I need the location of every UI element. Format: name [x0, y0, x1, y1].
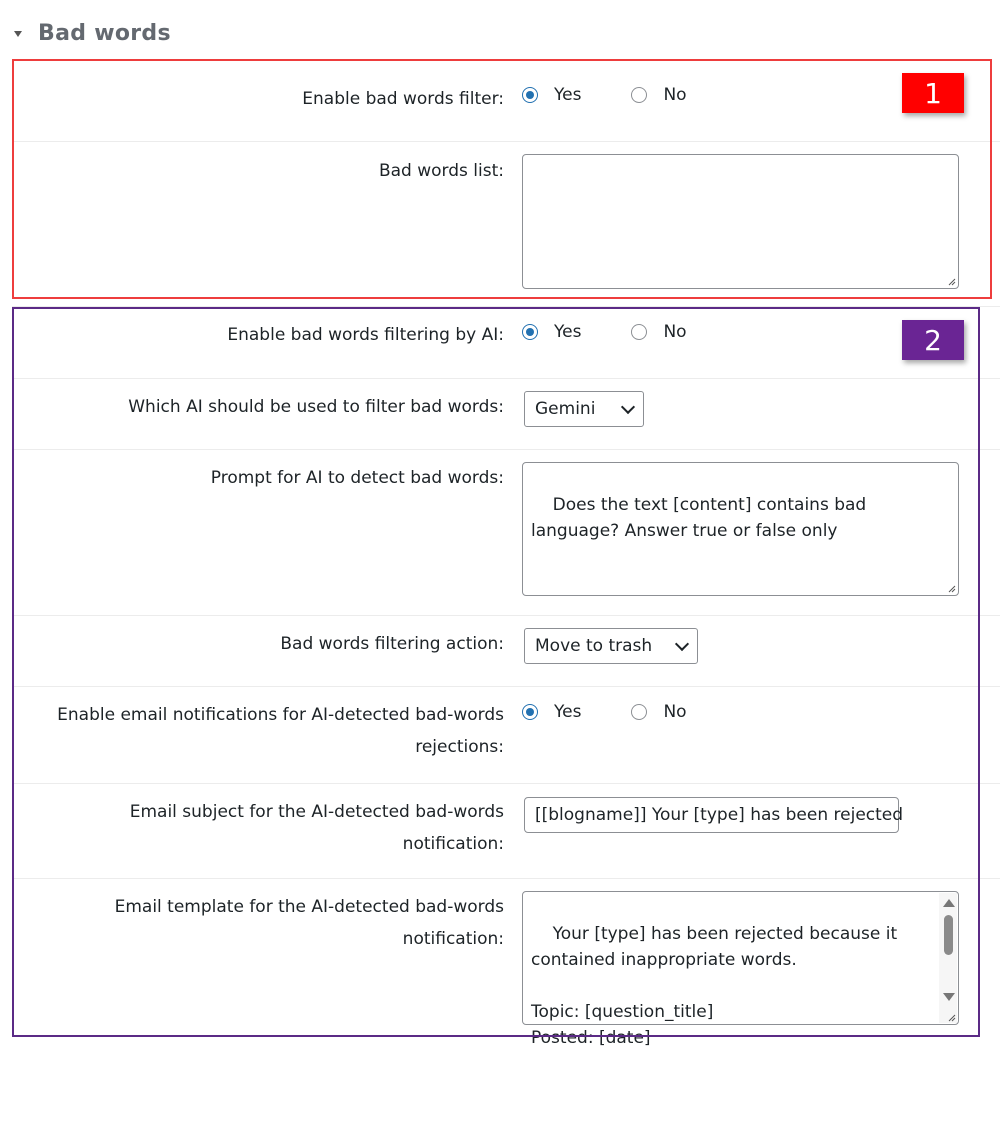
enable-filter-label: Enable bad words filter:: [302, 89, 504, 109]
prompt-label: Prompt for AI to detect bad words:: [210, 468, 504, 488]
action-label: Bad words filtering action:: [280, 634, 504, 654]
filtering-action-value: Move to trash: [535, 636, 653, 656]
email-subject-label-line1: Email subject for the AI-detected bad-words: [129, 802, 504, 822]
ai-provider-value: Gemini: [535, 399, 596, 419]
enable-ai-label: Enable bad words filtering by AI:: [227, 325, 504, 345]
word-list-label: Bad words list:: [378, 161, 504, 181]
enable-filter-no-label: No: [663, 85, 687, 105]
section-header[interactable]: [14, 18, 171, 48]
email-notify-label-line2: rejections:: [415, 737, 504, 757]
email-template-value: Your [type] has been rejected because it contained inappropriate words. Topic: [question_title] Posted: [date]: [531, 924, 898, 1048]
ai-provider-label: Which AI should be used to filter bad words:: [128, 397, 504, 417]
annotation-badge-2: 2: [902, 320, 964, 360]
enable-ai-yes-label: Yes: [554, 322, 582, 342]
email-notify-no-label: No: [663, 702, 687, 722]
email-notify-label-line1: Enable email notifications for AI-detected bad-words: [57, 705, 504, 725]
email-subject-label-line2: notification:: [402, 834, 504, 854]
prompt-value: Does the text [content] contains bad language? Answer true or false only: [531, 495, 867, 541]
collapse-triangle-icon[interactable]: [14, 31, 22, 37]
email-subject-input[interactable]: [[blogname]] Your [type] has been rejected: [524, 797, 899, 833]
email-template-label-line2: notification:: [402, 929, 504, 949]
enable-ai-no-label: No: [663, 322, 687, 342]
annotation-badge-1: 1: [902, 73, 964, 113]
email-template-label-line1: Email template for the AI-detected bad-words: [114, 897, 504, 917]
enable-filter-yes-label: Yes: [554, 85, 582, 105]
annotation-box-2: [12, 307, 980, 1037]
annotation-box-1: [12, 59, 992, 299]
section-title: Bad words: [38, 20, 171, 46]
email-notify-yes-label: Yes: [554, 702, 582, 722]
